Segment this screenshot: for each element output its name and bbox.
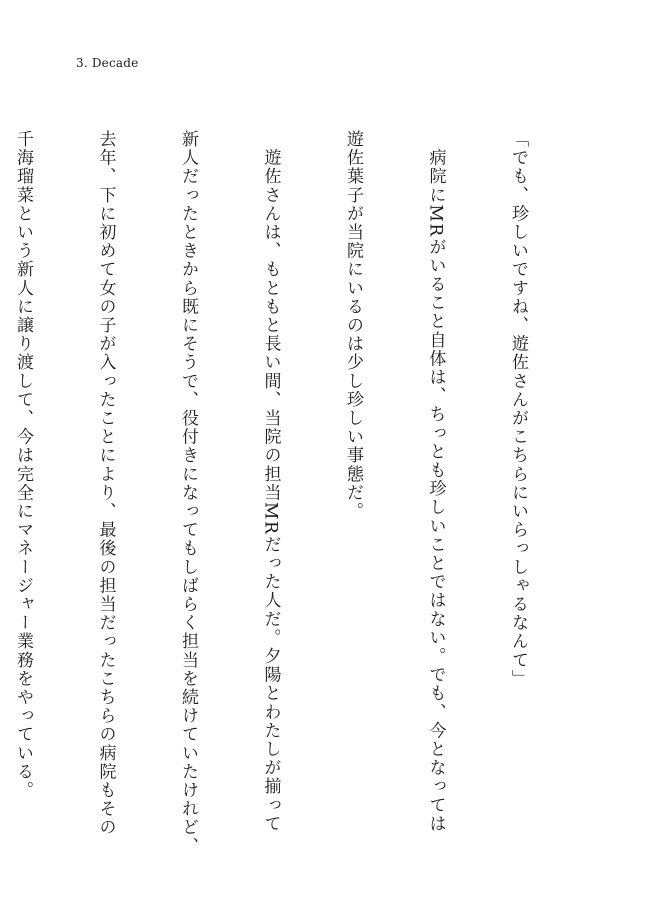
text-line: 新人だったときから既にそうで、役付きになってもしばらく担当を続けていたけれど、 — [178, 130, 198, 856]
text-line: 「でも、珍しいですね、遊佐さんがこちらにいらっしゃるなんて」 — [508, 130, 528, 688]
text-line: 去年、下に初めて女の子が入ったことにより、最後の担当だったこちらの病院もその — [95, 130, 116, 837]
chapter-header: 3. Decade — [76, 56, 139, 70]
novel-body-text — [13, 130, 586, 856]
text-line: 遊佐さんは、もともと長い間、当院の担当MRだった人だ。夕陽とわたしが揃って — [260, 130, 281, 834]
text-line: 遊佐葉子が当院にいるのは少し珍しい事態だ。 — [343, 130, 363, 521]
text-line: 病院にMRがいること自体は、ちっとも珍しいことではない。でも、今となっては — [425, 130, 446, 834]
text-line: 千海瑠菜という新人に譲り渡して、今は完全にマネージャー業務をやっている。 — [13, 130, 33, 800]
